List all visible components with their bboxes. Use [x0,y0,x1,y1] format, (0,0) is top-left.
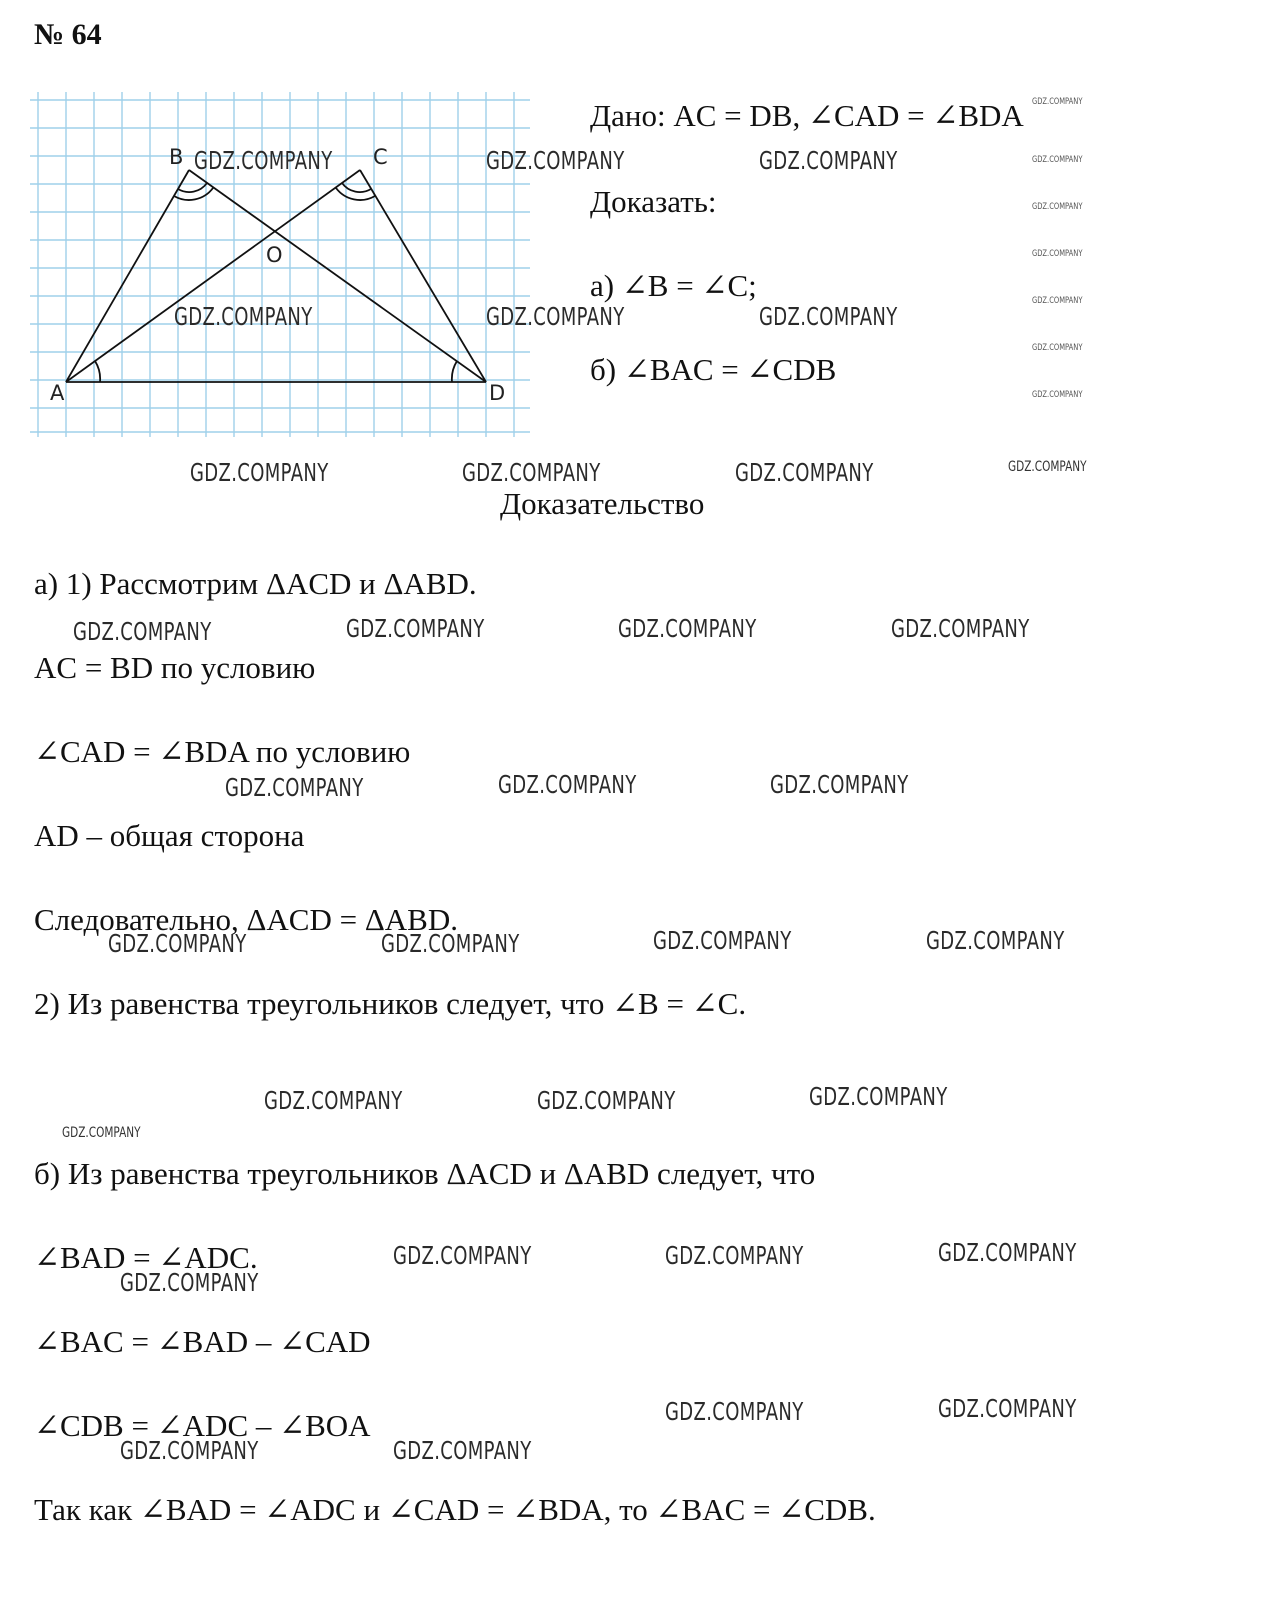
proof-line-11: Так как ∠BAD = ∠ADC и ∠CAD = ∠BDA, то ∠BAC = ∠CDB. [34,1492,876,1527]
triangle-figure [30,92,530,437]
watermark: GDZ.COMPANY [346,614,485,643]
proof-line-10: ∠CDB = ∠ADC – ∠BOA [34,1408,371,1443]
proof-line-1: а) 1) Рассмотрим ΔACD и ΔABD. [34,566,477,601]
watermark: GDZ.COMPANY [120,1436,259,1465]
proof-heading: Доказательство [500,486,705,521]
watermark: GDZ.COMPANY [62,1125,141,1141]
watermark: GDZ.COMPANY [537,1086,676,1115]
watermark: GDZ.COMPANY [665,1397,804,1426]
watermark: GDZ.COMPANY [393,1241,532,1270]
proof-line-3: ∠CAD = ∠BDA по условию [34,734,411,769]
watermark: GDZ.COMPANY [1032,390,1083,400]
label-b: B [169,145,184,169]
proof-line-8: ∠BAD = ∠ADC. [34,1240,258,1275]
watermark: GDZ.COMPANY [1032,296,1083,306]
watermark: GDZ.COMPANY [1032,343,1083,353]
watermark: GDZ.COMPANY [809,1082,948,1111]
proof-line-2: AC = BD по условию [34,650,316,685]
watermark: GDZ.COMPANY [938,1238,1077,1267]
problem-number: № 64 [34,18,102,51]
watermark: GDZ.COMPANY [486,146,625,175]
watermark: GDZ.COMPANY [1032,249,1083,259]
angle-arc-d [452,361,457,382]
label-d: D [489,381,506,405]
proof-line-5: Следовательно, ΔACD = ΔABD. [34,902,458,937]
proof-line-4: AD – общая сторона [34,818,305,853]
watermark: GDZ.COMPANY [264,1086,403,1115]
watermark: GDZ.COMPANY [174,302,313,331]
watermark: GDZ.COMPANY [381,929,520,958]
watermark: GDZ.COMPANY [462,458,601,487]
watermark: GDZ.COMPANY [770,770,909,799]
label-o: O [266,243,283,267]
watermark: GDZ.COMPANY [194,146,333,175]
watermark: GDZ.COMPANY [653,926,792,955]
watermark: GDZ.COMPANY [618,614,757,643]
proof-line-7: б) Из равенства треугольников ΔACD и ΔABD следует, что [34,1156,816,1191]
watermark: GDZ.COMPANY [665,1241,804,1270]
label-a: A [50,381,65,405]
watermark: GDZ.COMPANY [120,1268,259,1297]
proof-line-9: ∠BAC = ∠BAD – ∠CAD [34,1324,371,1359]
watermark: GDZ.COMPANY [486,302,625,331]
watermark: GDZ.COMPANY [190,458,329,487]
angle-arc-a [95,361,100,382]
label-c: C [373,145,388,169]
watermark: GDZ.COMPANY [225,773,364,802]
watermark: GDZ.COMPANY [735,458,874,487]
watermark: GDZ.COMPANY [108,929,247,958]
watermark: GDZ.COMPANY [1032,97,1083,107]
prove-item-a: а) ∠B = ∠C; [590,268,757,303]
segment-ab [66,170,189,382]
watermark: GDZ.COMPANY [926,926,1065,955]
watermark: GDZ.COMPANY [498,770,637,799]
watermark: GDZ.COMPANY [1032,155,1083,165]
given-line: Дано: AC = DB, ∠CAD = ∠BDA [590,98,1024,133]
watermark: GDZ.COMPANY [759,146,898,175]
watermark: GDZ.COMPANY [73,617,212,646]
watermark: GDZ.COMPANY [393,1436,532,1465]
prove-item-b: б) ∠BAC = ∠CDB [590,352,837,387]
proof-line-6: 2) Из равенства треугольников следует, что ∠B = ∠C. [34,986,747,1021]
watermark: GDZ.COMPANY [891,614,1030,643]
watermark: GDZ.COMPANY [1032,202,1083,212]
segment-ac [66,170,360,382]
watermark: GDZ.COMPANY [938,1394,1077,1423]
watermark: GDZ.COMPANY [759,302,898,331]
prove-label: Доказать: [590,184,717,219]
watermark: GDZ.COMPANY [1008,459,1087,475]
segment-cd [360,170,486,382]
